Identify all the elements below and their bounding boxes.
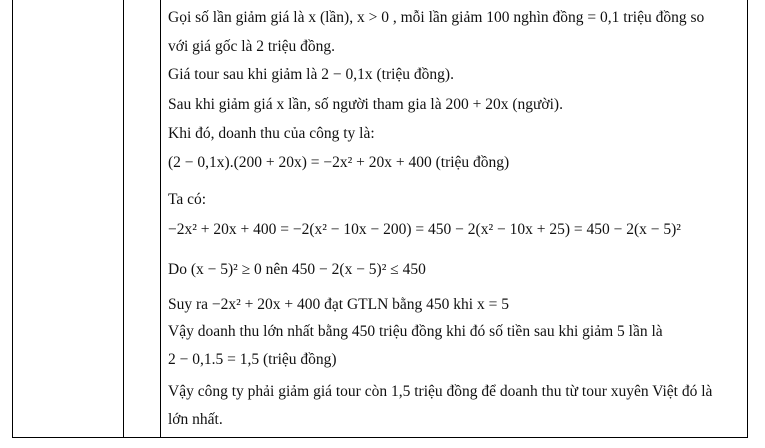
solution-line-3: Giá tour sau khi giảm là 2 − 0,1x (triệu đồng).	[168, 66, 454, 83]
solution-line-2: với giá gốc là 2 triệu đồng.	[168, 38, 336, 55]
solution-line-5: Khi đó, doanh thu của công ty là:	[168, 125, 375, 142]
column-divider-2	[160, 0, 161, 437]
solution-line-11: Vậy doanh thu lớn nhất bằng 450 triệu đồng khi đó số tiền sau khi giảm 5 lần là	[168, 323, 663, 340]
solution-line-14: lớn nhất.	[168, 411, 223, 428]
solution-line-9: Do (x − 5)² ≥ 0 nên 450 − 2(x − 5)² ≤ 450	[168, 261, 426, 278]
solution-line-13: Vậy công ty phải giảm giá tour còn 1,5 triệu đồng để doanh thu từ tour xuyên Việt đó là	[168, 383, 713, 400]
solution-table	[12, 0, 748, 438]
solution-line-6: (2 − 0,1x).(200 + 20x) = −2x² + 20x + 400 (triệu đồng)	[168, 154, 510, 171]
column-divider-1	[123, 0, 124, 437]
solution-line-10: Suy ra −2x² + 20x + 400 đạt GTLN bằng 450 khi x = 5	[168, 296, 509, 313]
solution-line-8: −2x² + 20x + 400 = −2(x² − 10x − 200) = 450 − 2(x² − 10x + 25) = 450 − 2(x − 5)²	[168, 221, 681, 238]
solution-line-1: Gọi số lần giảm giá là x (lần), x > 0 , mỗi lần giảm 100 nghìn đồng = 0,1 triệu đồng so	[168, 9, 705, 26]
solution-line-4: Sau khi giảm giá x lần, số người tham gia là 200 + 20x (người).	[168, 96, 563, 113]
solution-line-7: Ta có:	[168, 191, 207, 208]
solution-line-12: 2 − 0,1.5 = 1,5 (triệu đồng)	[168, 351, 337, 368]
